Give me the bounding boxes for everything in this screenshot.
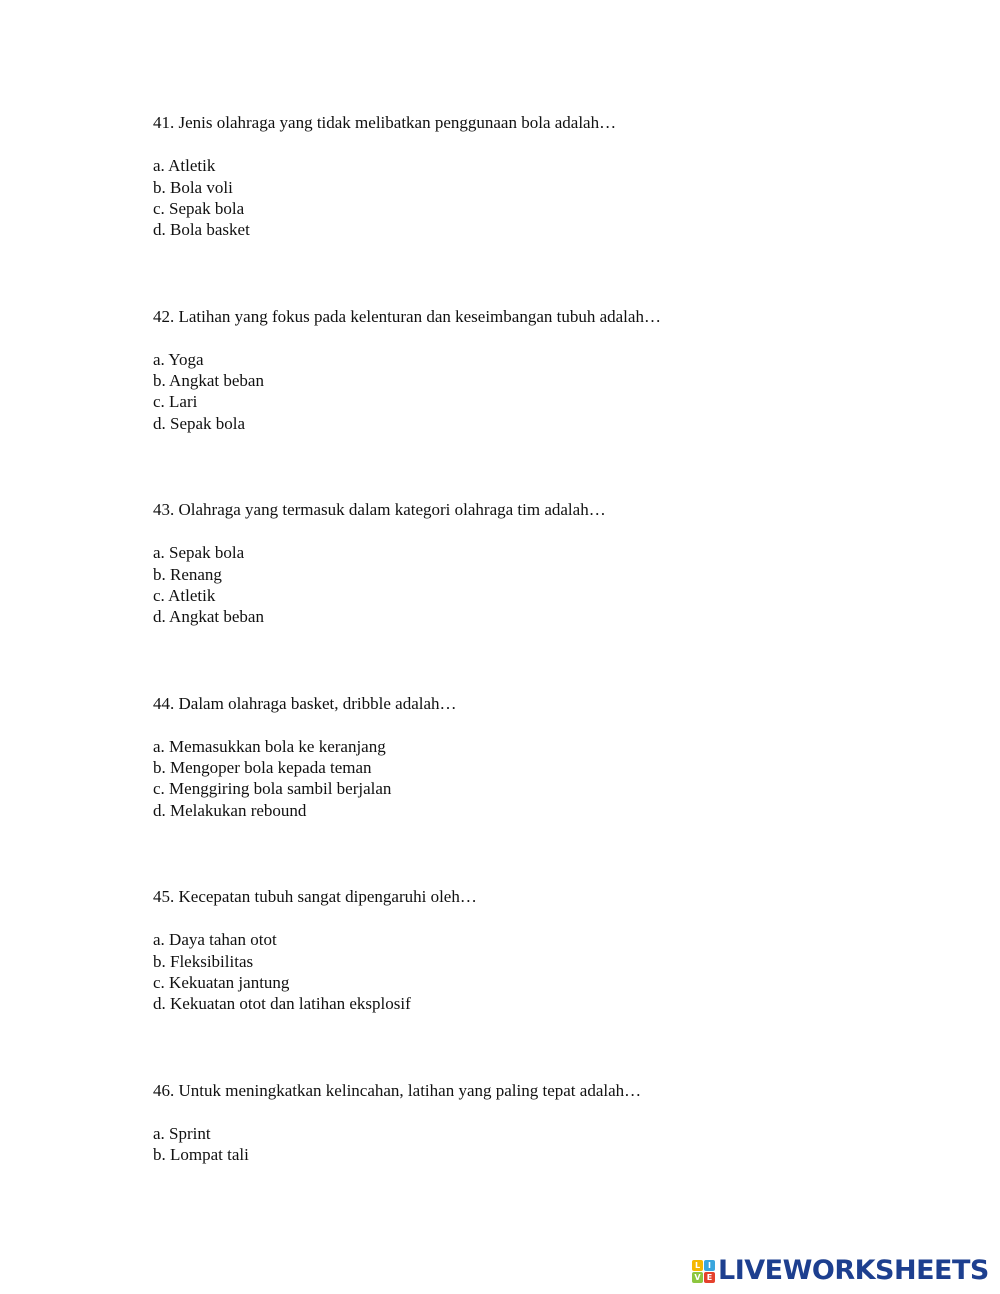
option-b[interactable]: b. Bola voli xyxy=(153,177,233,197)
option-d[interactable]: d. Melakukan rebound xyxy=(153,800,307,820)
question-text: 41. Jenis olahraga yang tidak melibatkan penggunaan bola adalah… xyxy=(153,113,617,132)
question-text: 42. Latihan yang fokus pada kelenturan dan keseimbangan tubuh adalah… xyxy=(153,306,661,326)
option-d[interactable]: d. Kekuatan otot dan latihan eksplosif xyxy=(153,994,411,1014)
logo-mark-icon xyxy=(692,1260,715,1283)
option-list xyxy=(153,542,933,627)
option-list xyxy=(153,736,933,821)
option-a[interactable]: a. Atletik xyxy=(153,156,216,176)
option-list xyxy=(153,929,933,1014)
option-b[interactable]: b. Mengoper bola kepada teman xyxy=(153,758,372,778)
question-text: 44. Dalam olahraga basket, dribble adalah… xyxy=(153,693,457,713)
question-text: 46. Untuk meningkatkan kelincahan, latihan yang paling tepat adalah… xyxy=(153,1080,642,1100)
question-block-41 xyxy=(153,112,933,306)
option-b[interactable]: b. Lompat tali xyxy=(153,1145,249,1165)
option-b[interactable]: b. Renang xyxy=(153,564,222,584)
option-a[interactable]: a. Memasukkan bola ke keranjang xyxy=(153,736,386,756)
question-text: 45. Kecepatan tubuh sangat dipengaruhi oleh… xyxy=(153,887,477,906)
question-block-42 xyxy=(153,306,933,500)
question-block-44 xyxy=(153,693,933,887)
option-list xyxy=(153,1123,933,1166)
logo-mark-letter: V xyxy=(692,1272,703,1283)
option-a[interactable]: a. Sepak bola xyxy=(153,543,245,563)
question-block-43 xyxy=(153,499,933,693)
option-d[interactable]: d. Sepak bola xyxy=(153,413,246,433)
option-list xyxy=(153,155,933,240)
option-a[interactable]: a. Sprint xyxy=(153,1123,211,1143)
logo-mark-letter: I xyxy=(704,1260,715,1271)
option-b[interactable]: b. Angkat beban xyxy=(153,371,264,391)
option-a[interactable]: a. Yoga xyxy=(153,349,204,369)
question-block-45 xyxy=(153,886,933,1080)
option-list xyxy=(153,349,933,434)
question-text: 43. Olahraga yang termasuk dalam kategori olahraga tim adalah… xyxy=(153,500,606,519)
logo-mark-letter: L xyxy=(692,1260,703,1271)
option-c[interactable]: c. Atletik xyxy=(153,585,216,605)
option-c[interactable]: c. Kekuatan jantung xyxy=(153,972,290,992)
option-d[interactable]: d. Bola basket xyxy=(153,220,250,240)
option-a[interactable]: a. Daya tahan otot xyxy=(153,930,277,950)
logo-mark-letter: E xyxy=(704,1272,715,1283)
liveworksheets-logo xyxy=(692,1256,989,1286)
option-c[interactable]: c. Lari xyxy=(153,392,198,412)
option-c[interactable]: c. Sepak bola xyxy=(153,198,245,218)
question-block-46 xyxy=(153,1080,933,1274)
option-b[interactable]: b. Fleksibilitas xyxy=(153,951,254,971)
worksheet-page xyxy=(153,112,933,1273)
option-d[interactable]: d. Angkat beban xyxy=(153,607,264,627)
option-c[interactable]: c. Menggiring bola sambil berjalan xyxy=(153,779,392,799)
logo-text: LIVEWORKSHEETS xyxy=(718,1255,989,1286)
